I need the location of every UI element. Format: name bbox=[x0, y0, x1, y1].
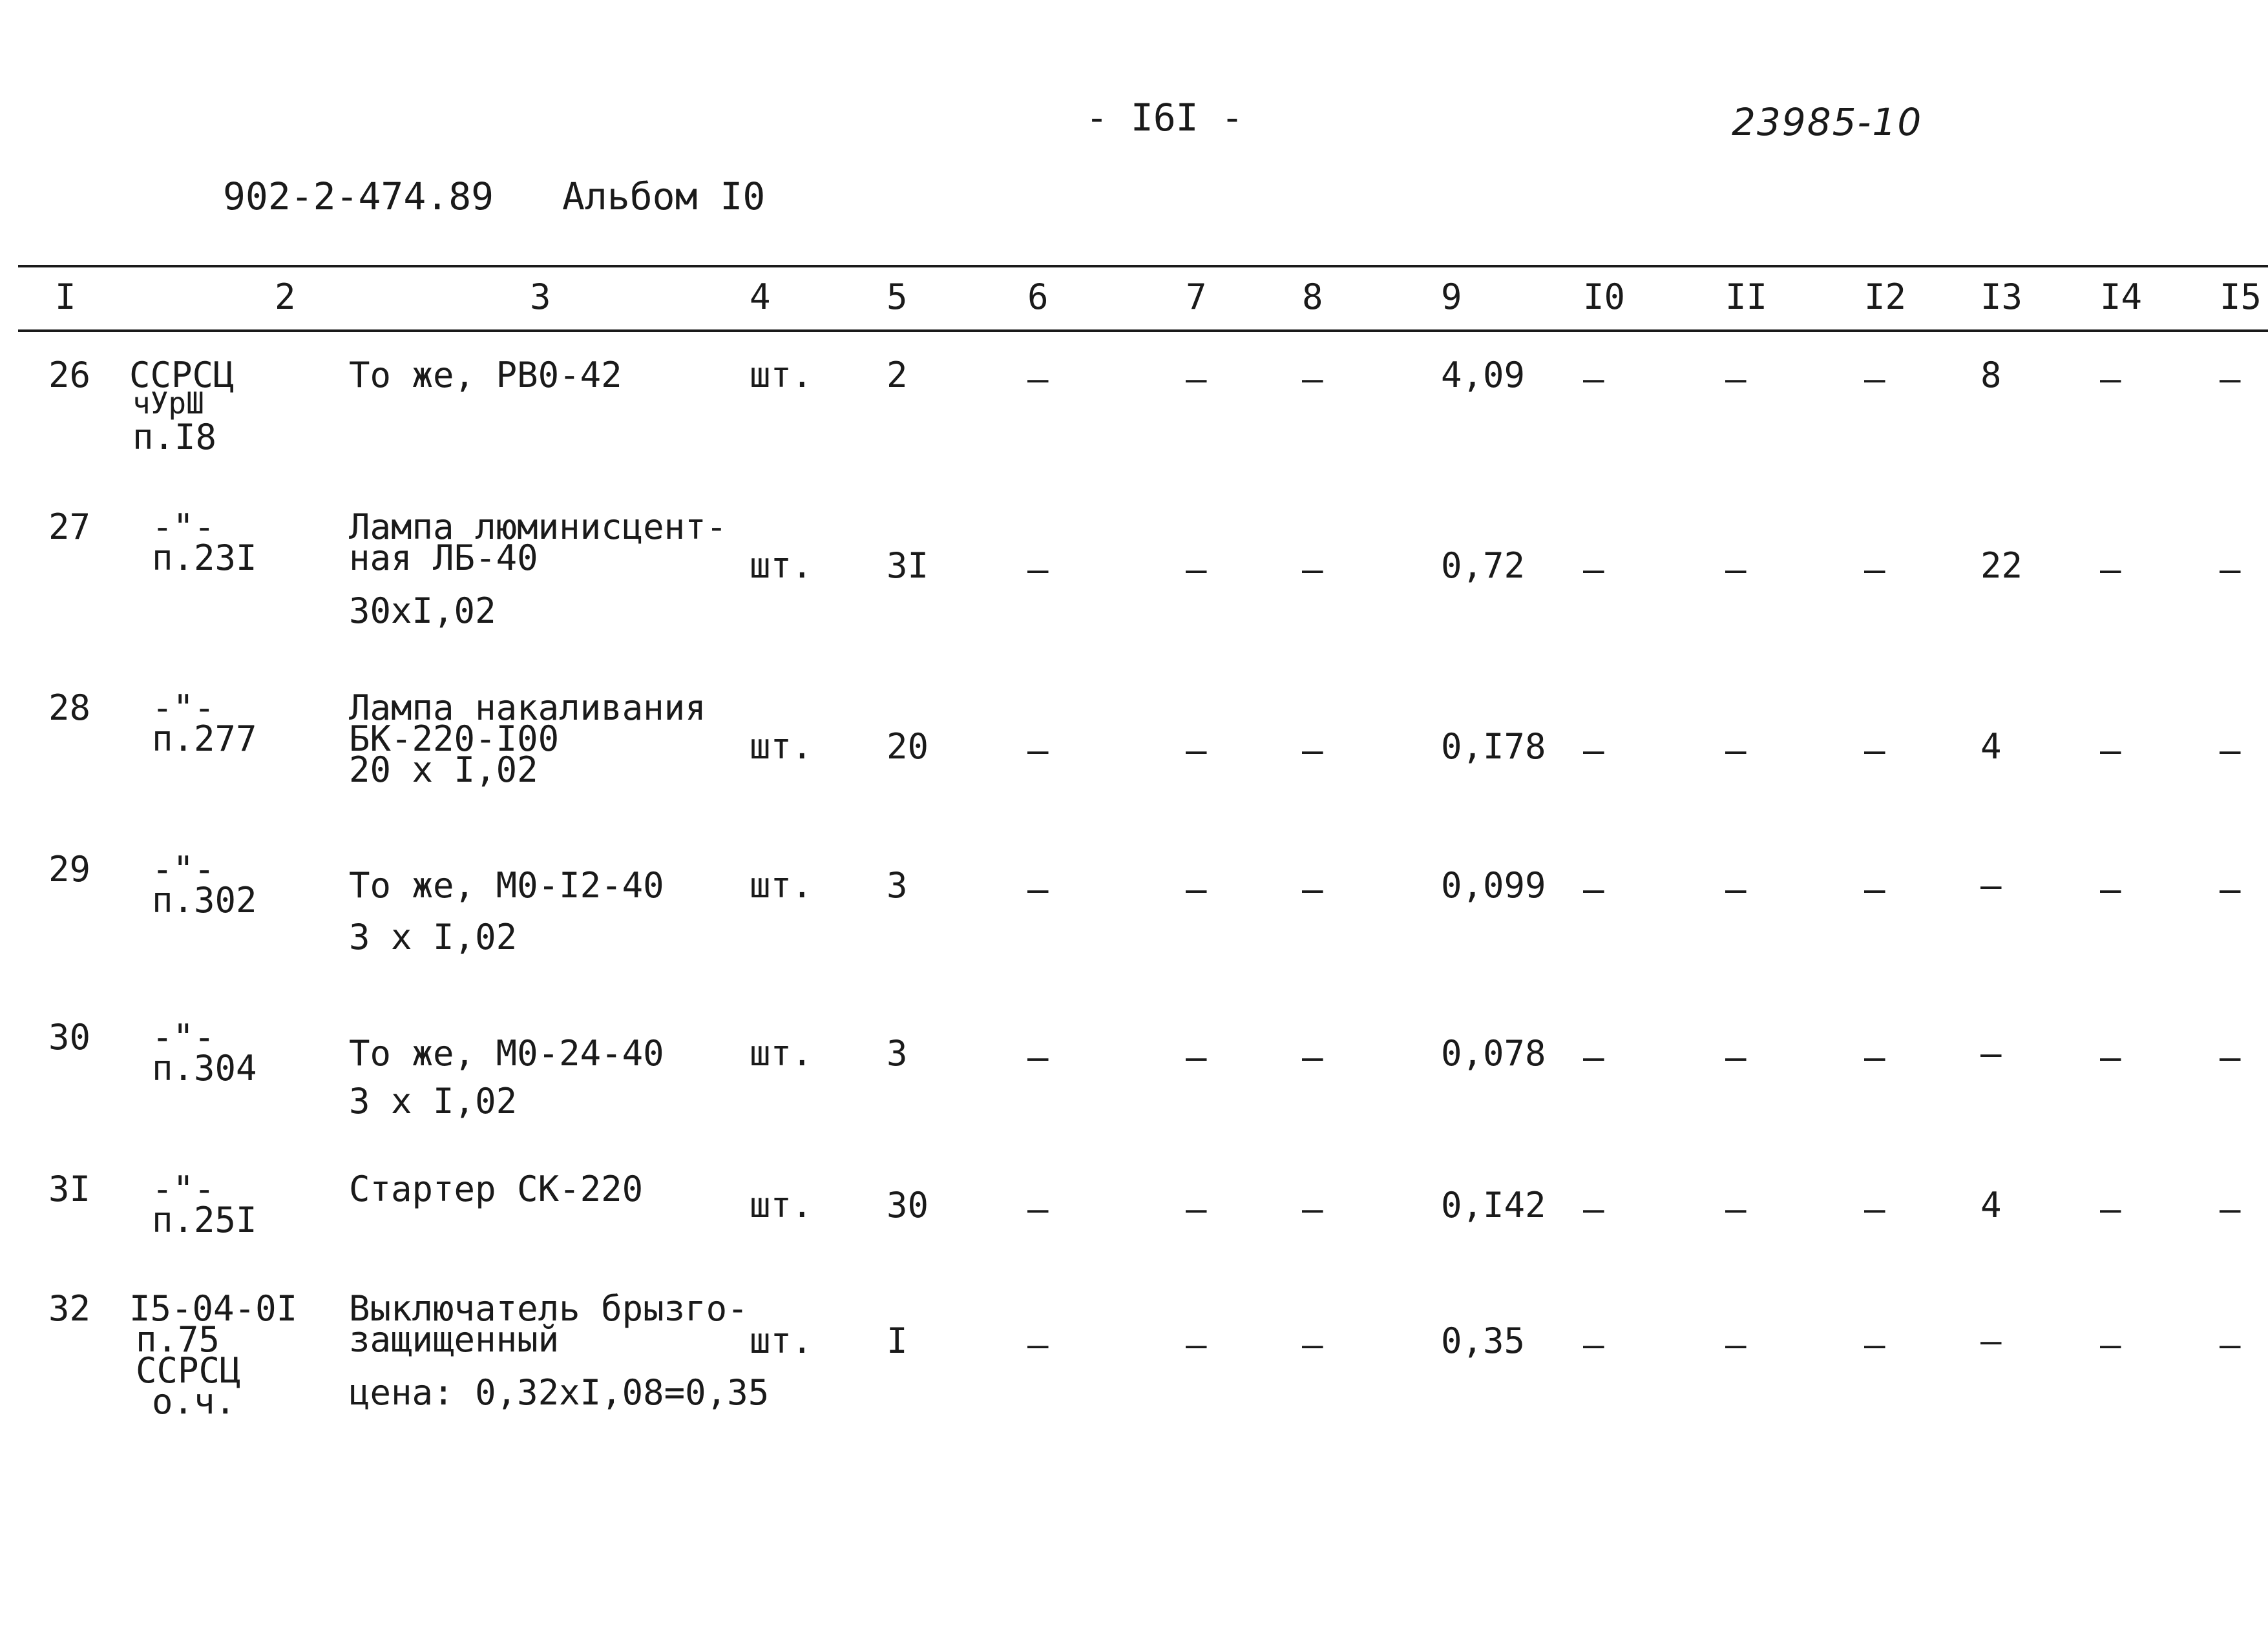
source-reference: -"- bbox=[152, 1017, 215, 1058]
project-code: 902-2-474.89 bbox=[223, 174, 494, 218]
col-12-value: – bbox=[1864, 1189, 1885, 1229]
col-15-value: – bbox=[2220, 1324, 2241, 1365]
quantity: 3 bbox=[887, 1033, 908, 1074]
quantity: 3I bbox=[887, 545, 929, 586]
col-7-value: – bbox=[1186, 730, 1207, 771]
col-15-value: – bbox=[2220, 1189, 2241, 1229]
row-number: 30 bbox=[48, 1017, 91, 1058]
quantity: 3 bbox=[887, 865, 908, 906]
col-15-value: – bbox=[2220, 730, 2241, 771]
col-13-value: – bbox=[1980, 1320, 2002, 1361]
item-name: цена: 0,32хI,08=0,35 bbox=[349, 1372, 770, 1413]
col-6-value: – bbox=[1027, 359, 1049, 399]
col-14-value: – bbox=[2100, 1324, 2121, 1365]
quantity: 20 bbox=[887, 726, 929, 767]
col-12-value: – bbox=[1864, 1324, 1885, 1365]
col-7-value: – bbox=[1186, 549, 1207, 590]
item-name: 3 х I,02 bbox=[349, 1081, 518, 1122]
col-12-value: – bbox=[1864, 359, 1885, 399]
row-number: 29 bbox=[48, 849, 91, 890]
column-header: 5 bbox=[887, 277, 908, 317]
col-13-value: 4 bbox=[1980, 726, 2002, 767]
col-10-value: – bbox=[1583, 549, 1604, 590]
row-number: 32 bbox=[48, 1288, 91, 1329]
unit-price: 4,09 bbox=[1441, 355, 1526, 395]
unit: шт. bbox=[750, 865, 813, 906]
source-reference: п.75 bbox=[136, 1319, 220, 1360]
document-number: 23985-10 bbox=[1732, 100, 1923, 144]
quantity: I bbox=[887, 1320, 908, 1361]
col-7-value: – bbox=[1186, 1324, 1207, 1365]
source-reference: о.ч. bbox=[152, 1381, 236, 1422]
col-11-value: – bbox=[1725, 730, 1747, 771]
table-header-rule bbox=[18, 329, 2268, 332]
col-10-value: – bbox=[1583, 1037, 1604, 1078]
col-13-value: – bbox=[1980, 1033, 2002, 1074]
column-header: I5 bbox=[2220, 277, 2262, 317]
unit-price: 0,I42 bbox=[1441, 1185, 1546, 1226]
col-8-value: – bbox=[1302, 1037, 1323, 1078]
source-reference: -"- bbox=[152, 506, 215, 547]
album-label: Альбом I0 bbox=[562, 174, 766, 218]
row-number: 28 bbox=[48, 687, 91, 728]
source-reference: I5-04-0I bbox=[129, 1288, 298, 1329]
row-number: 26 bbox=[48, 355, 91, 395]
col-11-value: – bbox=[1725, 549, 1747, 590]
column-header: 7 bbox=[1186, 277, 1207, 317]
item-name: Выключатель брызго- bbox=[349, 1288, 748, 1329]
source-reference: п.277 bbox=[152, 718, 257, 759]
source-reference: п.23I bbox=[152, 537, 257, 578]
col-12-value: – bbox=[1864, 1037, 1885, 1078]
column-header: 3 bbox=[530, 277, 551, 317]
col-6-value: – bbox=[1027, 869, 1049, 910]
col-10-value: – bbox=[1583, 869, 1604, 910]
column-header: I0 bbox=[1583, 277, 1626, 317]
source-reference: п.I8 bbox=[132, 417, 217, 457]
item-name: Лампа люминисцент- bbox=[349, 506, 728, 547]
col-12-value: – bbox=[1864, 730, 1885, 771]
col-14-value: – bbox=[2100, 1189, 2121, 1229]
source-reference: ССРСЦ bbox=[129, 355, 235, 395]
column-header: 6 bbox=[1027, 277, 1049, 317]
item-name: БК-220-I00 bbox=[349, 718, 560, 759]
item-name: защищенный bbox=[349, 1319, 560, 1360]
source-reference: -"- bbox=[152, 1169, 215, 1209]
col-13-value: 8 bbox=[1980, 355, 2002, 395]
item-name: То же, М0-24-40 bbox=[349, 1033, 664, 1074]
unit-price: 0,099 bbox=[1441, 865, 1546, 906]
col-11-value: – bbox=[1725, 869, 1747, 910]
col-14-value: – bbox=[2100, 549, 2121, 590]
col-11-value: – bbox=[1725, 1037, 1747, 1078]
col-6-value: – bbox=[1027, 1324, 1049, 1365]
quantity: 2 bbox=[887, 355, 908, 395]
col-7-value: – bbox=[1186, 1189, 1207, 1229]
unit-price: 0,078 bbox=[1441, 1033, 1546, 1074]
column-header: 9 bbox=[1441, 277, 1462, 317]
col-15-value: – bbox=[2220, 549, 2241, 590]
row-number: 3I bbox=[48, 1169, 91, 1209]
col-6-value: – bbox=[1027, 1037, 1049, 1078]
unit: шт. bbox=[750, 355, 813, 395]
source-reference: п.25I bbox=[152, 1200, 257, 1240]
item-name: То же, М0-I2-40 bbox=[349, 865, 664, 906]
col-10-value: – bbox=[1583, 1189, 1604, 1229]
col-12-value: – bbox=[1864, 869, 1885, 910]
column-header: 8 bbox=[1302, 277, 1323, 317]
col-11-value: – bbox=[1725, 1189, 1747, 1229]
col-6-value: – bbox=[1027, 549, 1049, 590]
col-10-value: – bbox=[1583, 730, 1604, 771]
item-name: 20 х I,02 bbox=[349, 749, 538, 790]
item-name: ная ЛБ-40 bbox=[349, 537, 538, 578]
col-8-value: – bbox=[1302, 730, 1323, 771]
col-10-value: – bbox=[1583, 359, 1604, 399]
unit: шт. bbox=[750, 726, 813, 767]
col-13-value: – bbox=[1980, 865, 2002, 906]
col-11-value: – bbox=[1725, 359, 1747, 399]
item-name: Лампа накаливания bbox=[349, 687, 706, 728]
page-number: - I6I - bbox=[1086, 96, 1244, 140]
col-15-value: – bbox=[2220, 359, 2241, 399]
item-name: Стартер СК-220 bbox=[349, 1169, 644, 1209]
col-8-value: – bbox=[1302, 1324, 1323, 1365]
item-name: 30хI,02 bbox=[349, 590, 496, 631]
source-reference: -"- bbox=[152, 687, 215, 728]
source-reference: -"- bbox=[152, 849, 215, 890]
column-header: I3 bbox=[1980, 277, 2023, 317]
col-15-value: – bbox=[2220, 869, 2241, 910]
col-15-value: – bbox=[2220, 1037, 2241, 1078]
unit-price: 0,I78 bbox=[1441, 726, 1546, 767]
item-name: 3 х I,02 bbox=[349, 917, 518, 957]
col-8-value: – bbox=[1302, 359, 1323, 399]
col-8-value: – bbox=[1302, 1189, 1323, 1229]
source-reference: п.302 bbox=[152, 880, 257, 921]
item-name: То же, РВ0-42 bbox=[349, 355, 622, 395]
column-header: I bbox=[55, 277, 76, 317]
column-header: I2 bbox=[1864, 277, 1907, 317]
col-14-value: – bbox=[2100, 869, 2121, 910]
quantity: 30 bbox=[887, 1185, 929, 1226]
column-header: 2 bbox=[275, 277, 296, 317]
col-7-value: – bbox=[1186, 1037, 1207, 1078]
source-reference: чУрШ bbox=[132, 386, 204, 421]
col-10-value: – bbox=[1583, 1324, 1604, 1365]
unit-price: 0,35 bbox=[1441, 1320, 1526, 1361]
unit: шт. bbox=[750, 545, 813, 586]
col-14-value: – bbox=[2100, 730, 2121, 771]
unit: шт. bbox=[750, 1033, 813, 1074]
col-6-value: – bbox=[1027, 730, 1049, 771]
table-top-rule bbox=[18, 265, 2268, 267]
col-13-value: 4 bbox=[1980, 1185, 2002, 1226]
column-header: 4 bbox=[750, 277, 771, 317]
col-12-value: – bbox=[1864, 549, 1885, 590]
col-8-value: – bbox=[1302, 549, 1323, 590]
unit: шт. bbox=[750, 1320, 813, 1361]
col-14-value: – bbox=[2100, 359, 2121, 399]
column-header: II bbox=[1725, 277, 1768, 317]
unit: шт. bbox=[750, 1185, 813, 1226]
col-14-value: – bbox=[2100, 1037, 2121, 1078]
col-6-value: – bbox=[1027, 1189, 1049, 1229]
column-header: I4 bbox=[2100, 277, 2143, 317]
col-8-value: – bbox=[1302, 869, 1323, 910]
source-reference: ССРСЦ bbox=[136, 1350, 241, 1391]
col-7-value: – bbox=[1186, 869, 1207, 910]
source-reference: п.304 bbox=[152, 1048, 257, 1089]
col-7-value: – bbox=[1186, 359, 1207, 399]
row-number: 27 bbox=[48, 506, 91, 547]
col-11-value: – bbox=[1725, 1324, 1747, 1365]
col-13-value: 22 bbox=[1980, 545, 2023, 586]
unit-price: 0,72 bbox=[1441, 545, 1526, 586]
